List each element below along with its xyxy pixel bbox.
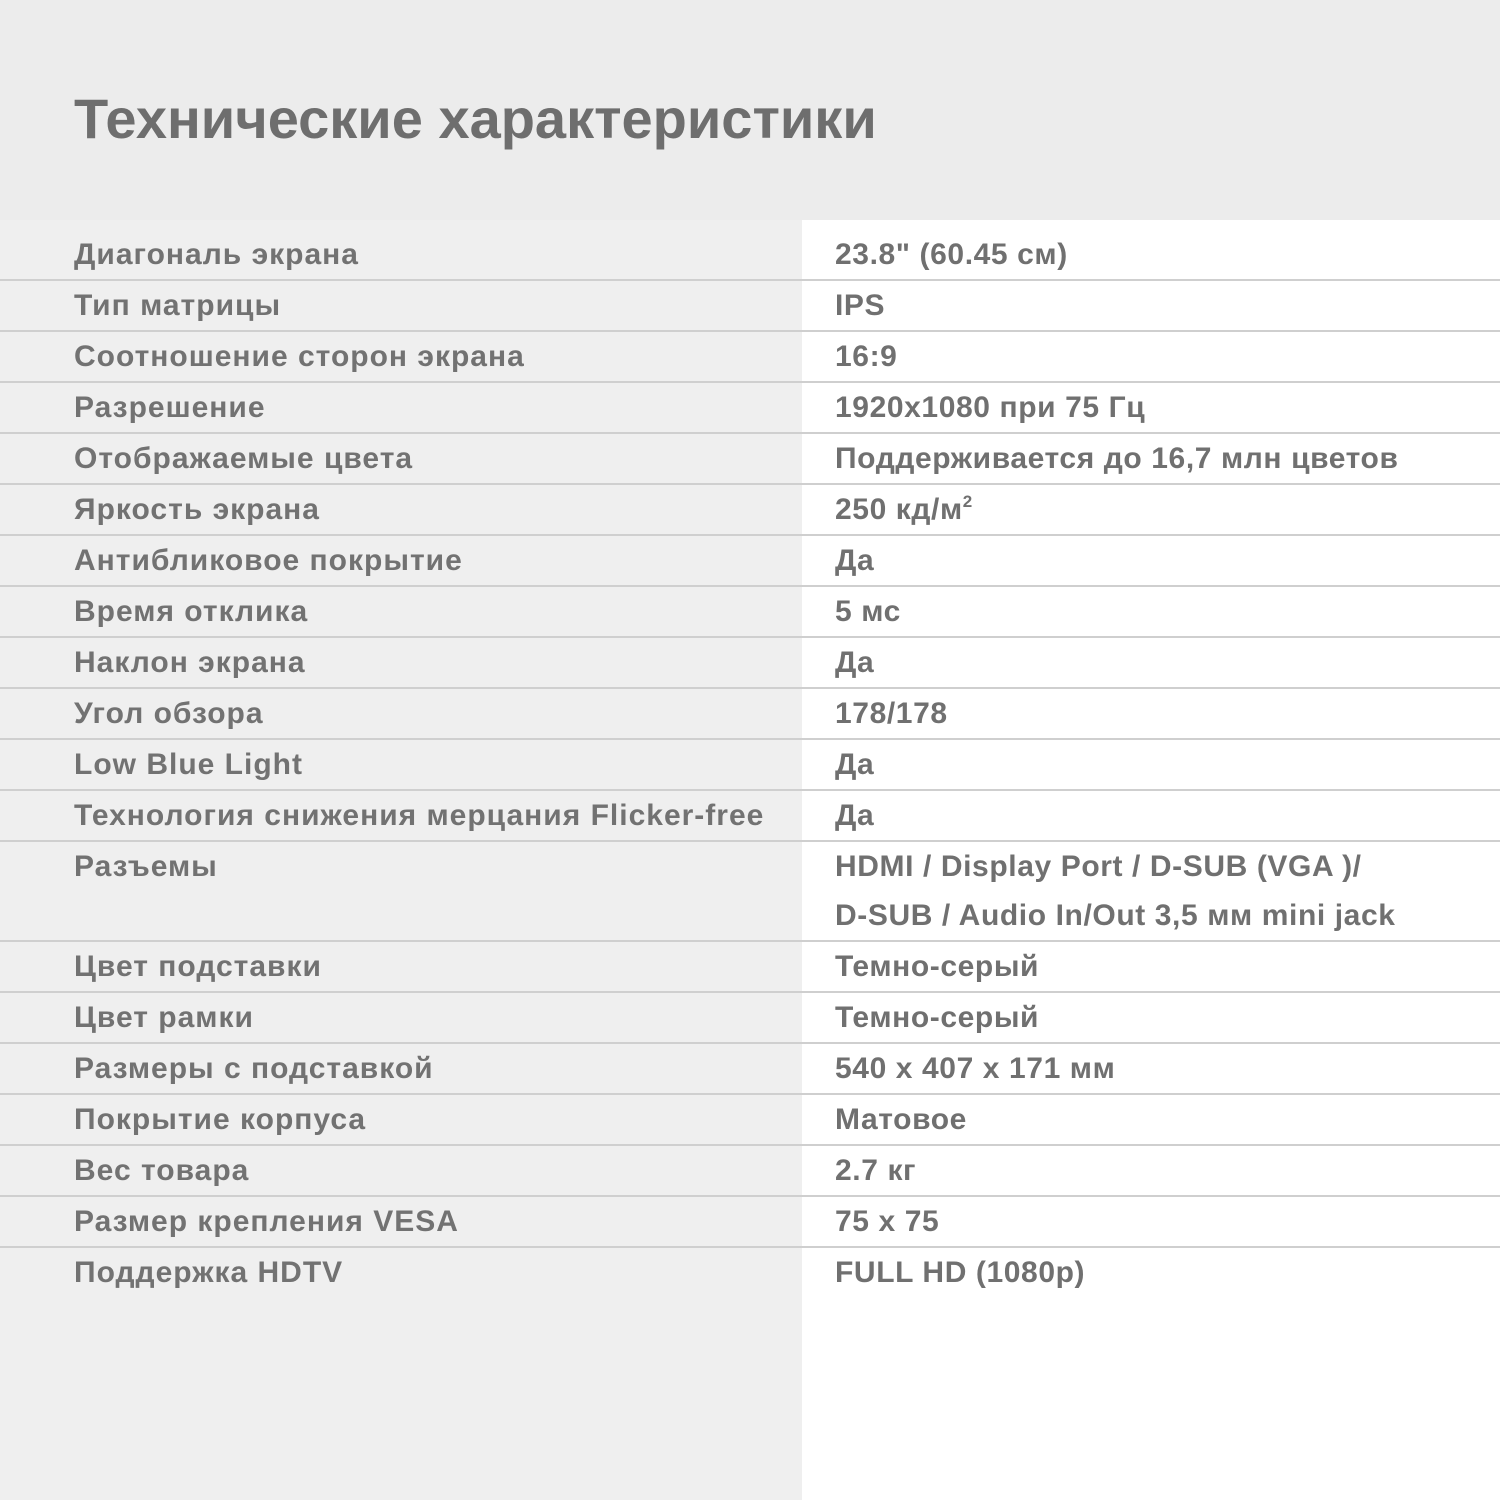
page-title: Технические характеристики	[74, 87, 877, 150]
spec-row	[0, 1248, 1500, 1297]
spec-label: Яркость экрана	[74, 493, 320, 526]
spec-row	[0, 230, 1500, 281]
spec-value: Да	[835, 544, 875, 577]
spec-value	[802, 485, 1500, 534]
spec-label: Цвет рамки	[74, 1001, 254, 1034]
spec-label: Low Blue Light	[74, 748, 303, 781]
spec-value: Темно-серый	[835, 950, 1040, 983]
spec-row	[0, 993, 1500, 1044]
spec-label: Диагональ экрана	[74, 238, 359, 271]
spec-value: 1920x1080 при 75 Гц	[835, 391, 1146, 424]
spec-label: Цвет подставки	[74, 950, 322, 983]
spec-row	[0, 1044, 1500, 1095]
spec-row	[0, 536, 1500, 587]
spec-label: Разрешение	[74, 391, 266, 424]
spec-value: Поддерживается до 16,7 млн цветов	[835, 442, 1399, 475]
spec-label: Отображаемые цвета	[74, 442, 414, 475]
spec-row	[0, 740, 1500, 791]
spec-label: Покрытие корпуса	[74, 1103, 367, 1136]
spec-value: Матовое	[835, 1103, 967, 1136]
spec-value: 5 мс	[835, 595, 901, 628]
spec-row	[0, 1095, 1500, 1146]
spec-row	[0, 281, 1500, 332]
spec-value-line: D-SUB / Audio In/Out 3,5 мм mini jack	[835, 899, 1396, 932]
spec-row	[0, 587, 1500, 638]
spec-row	[0, 791, 1500, 842]
spec-value	[802, 842, 1500, 940]
spec-label: Разъемы	[74, 850, 218, 883]
spec-value: 178/178	[835, 697, 948, 730]
spec-row	[0, 1197, 1500, 1248]
spec-label: Наклон экрана	[74, 646, 306, 679]
spec-row	[0, 332, 1500, 383]
spec-value: IPS	[835, 289, 886, 322]
spec-row	[0, 638, 1500, 689]
spec-table	[0, 230, 1500, 1297]
spec-label: Угол обзора	[74, 697, 264, 730]
spec-row	[0, 942, 1500, 993]
spec-value: Да	[835, 799, 875, 832]
spec-label: Вес товара	[74, 1154, 250, 1187]
spec-value: 75 x 75	[835, 1205, 940, 1238]
superscript: 2	[962, 492, 973, 511]
spec-value: 540 x 407 x 171 мм	[835, 1052, 1116, 1085]
spec-label: Антибликовое покрытие	[74, 544, 463, 577]
spec-value: Да	[835, 646, 875, 679]
spec-row	[0, 842, 1500, 942]
spec-label: Размер крепления VESA	[74, 1205, 459, 1238]
spec-value: 2.7 кг	[835, 1154, 917, 1187]
spec-label: Технология снижения мерцания Flicker-free	[74, 799, 765, 832]
spec-row	[0, 689, 1500, 740]
spec-row	[0, 383, 1500, 434]
spec-value-text: 250 кд/м	[835, 493, 963, 526]
spec-label: Время отклика	[74, 595, 309, 628]
spec-row	[0, 1146, 1500, 1197]
spec-value: FULL HD (1080p)	[835, 1256, 1086, 1289]
spec-value-line: HDMI / Display Port / D-SUB (VGA )/	[835, 850, 1362, 883]
spec-row	[0, 434, 1500, 485]
spec-label: Поддержка HDTV	[74, 1256, 344, 1289]
spec-value: Да	[835, 748, 875, 781]
spec-label: Размеры с подставкой	[74, 1052, 434, 1085]
spec-value: 16:9	[835, 340, 898, 373]
spec-value: 23.8" (60.45 см)	[835, 238, 1068, 271]
spec-label: Соотношение сторон экрана	[74, 340, 525, 373]
spec-label: Тип матрицы	[74, 289, 282, 322]
spec-value: Темно-серый	[835, 1001, 1040, 1034]
spec-row	[0, 485, 1500, 536]
